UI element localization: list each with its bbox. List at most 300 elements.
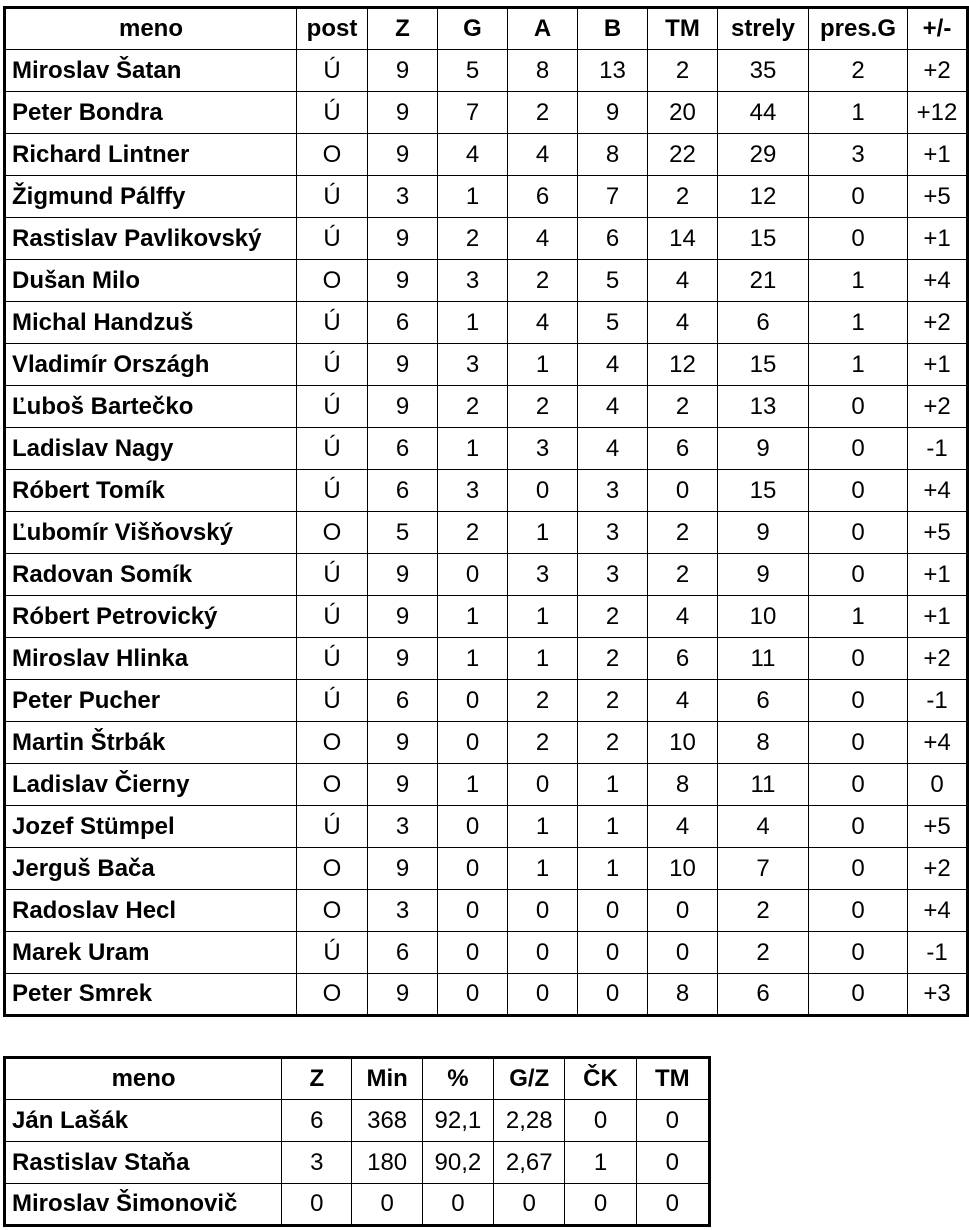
stat-cell: Ú xyxy=(297,386,368,428)
stat-cell: 1 xyxy=(438,302,508,344)
stat-cell: 0 xyxy=(578,932,648,974)
stat-cell: 2 xyxy=(648,386,718,428)
player-name-cell: Ján Lašák xyxy=(5,1100,282,1142)
stat-cell: 0 xyxy=(438,974,508,1016)
player-name-cell: Michal Handzuš xyxy=(5,302,297,344)
stat-cell: 9 xyxy=(368,722,438,764)
table-row xyxy=(5,218,968,260)
stat-cell: 0 xyxy=(809,806,908,848)
stat-cell: 1 xyxy=(809,260,908,302)
stat-cell: 44 xyxy=(718,92,809,134)
stat-cell: 15 xyxy=(718,218,809,260)
stat-cell: 2 xyxy=(438,218,508,260)
stat-cell: 2 xyxy=(578,596,648,638)
stat-cell: 2 xyxy=(578,722,648,764)
stat-cell: O xyxy=(297,890,368,932)
stat-cell: 9 xyxy=(718,512,809,554)
stat-cell: +2 xyxy=(908,50,968,92)
stat-cell: 5 xyxy=(578,260,648,302)
stat-cell: 90,2 xyxy=(422,1142,493,1184)
stat-cell: 1 xyxy=(508,344,578,386)
stat-cell: 9 xyxy=(368,596,438,638)
stat-cell: 4 xyxy=(648,596,718,638)
stat-cell: 2 xyxy=(508,386,578,428)
player-name-cell: Ladislav Čierny xyxy=(5,764,297,806)
stat-cell: 1 xyxy=(508,806,578,848)
stat-cell: +12 xyxy=(908,92,968,134)
table-row xyxy=(5,890,968,932)
stat-cell: 0 xyxy=(508,890,578,932)
stat-cell: 8 xyxy=(508,50,578,92)
stat-cell: Ú xyxy=(297,218,368,260)
header-cell: Z xyxy=(368,8,438,50)
stat-cell: +4 xyxy=(908,890,968,932)
stat-cell: 4 xyxy=(508,134,578,176)
stat-cell: 0 xyxy=(282,1184,352,1226)
table-row xyxy=(5,512,968,554)
header-cell: TM xyxy=(648,8,718,50)
stat-cell: 4 xyxy=(648,260,718,302)
table-row xyxy=(5,848,968,890)
stat-cell: +2 xyxy=(908,848,968,890)
stat-cell: 2 xyxy=(718,932,809,974)
stat-cell: 21 xyxy=(718,260,809,302)
stat-cell: 2,28 xyxy=(494,1100,565,1142)
stat-cell: 0 xyxy=(438,554,508,596)
header-cell: meno xyxy=(5,1058,282,1100)
stat-cell: 1 xyxy=(508,848,578,890)
stat-cell: 0 xyxy=(494,1184,565,1226)
stat-cell: 12 xyxy=(648,344,718,386)
stat-cell: 6 xyxy=(282,1100,352,1142)
stat-cell: Ú xyxy=(297,470,368,512)
stat-cell: O xyxy=(297,722,368,764)
table-row xyxy=(5,92,968,134)
stat-cell: +1 xyxy=(908,134,968,176)
table-row xyxy=(5,302,968,344)
stat-cell: 5 xyxy=(578,302,648,344)
stat-cell: Ú xyxy=(297,932,368,974)
table-row xyxy=(5,932,968,974)
player-name-cell: Miroslav Šatan xyxy=(5,50,297,92)
stat-cell: 2 xyxy=(508,722,578,764)
stat-cell: 8 xyxy=(578,134,648,176)
stat-cell: 6 xyxy=(368,470,438,512)
stat-cell: 6 xyxy=(718,302,809,344)
table-row xyxy=(5,386,968,428)
stat-cell: 2 xyxy=(578,638,648,680)
stat-cell: 4 xyxy=(578,386,648,428)
stat-cell: 0 xyxy=(438,806,508,848)
goalie-stats-table xyxy=(3,1056,711,1227)
stat-cell: 1 xyxy=(508,596,578,638)
table-row xyxy=(5,176,968,218)
player-name-cell: Peter Bondra xyxy=(5,92,297,134)
stat-cell: 0 xyxy=(636,1100,709,1142)
stat-cell: 10 xyxy=(648,848,718,890)
stat-cell: 0 xyxy=(809,932,908,974)
stat-cell: 13 xyxy=(578,50,648,92)
stat-cell: +4 xyxy=(908,722,968,764)
stat-cell: 2 xyxy=(508,92,578,134)
stat-cell: 11 xyxy=(718,764,809,806)
table-row xyxy=(5,638,968,680)
header-cell: post xyxy=(297,8,368,50)
stat-cell: 15 xyxy=(718,344,809,386)
player-name-cell: Peter Smrek xyxy=(5,974,297,1016)
stat-cell: 1 xyxy=(578,764,648,806)
stat-cell: 0 xyxy=(809,512,908,554)
stat-cell: 1 xyxy=(438,428,508,470)
header-cell: A xyxy=(508,8,578,50)
stat-cell: 2 xyxy=(578,680,648,722)
player-name-cell: Róbert Petrovický xyxy=(5,596,297,638)
stat-cell: 9 xyxy=(368,134,438,176)
stat-cell: 9 xyxy=(368,218,438,260)
stat-cell: 20 xyxy=(648,92,718,134)
stat-cell: 7 xyxy=(438,92,508,134)
stat-cell: 14 xyxy=(648,218,718,260)
stat-cell: 9 xyxy=(368,764,438,806)
stat-cell: 1 xyxy=(809,302,908,344)
stat-cell: 92,1 xyxy=(422,1100,493,1142)
stat-cell: 15 xyxy=(718,470,809,512)
skater-rows xyxy=(5,50,968,1016)
stat-cell: 3 xyxy=(578,470,648,512)
stat-cell: 9 xyxy=(578,92,648,134)
stat-cell: O xyxy=(297,260,368,302)
stat-cell: 6 xyxy=(368,302,438,344)
player-name-cell: Rastislav Staňa xyxy=(5,1142,282,1184)
player-name-cell: Richard Lintner xyxy=(5,134,297,176)
player-name-cell: Vladimír Országh xyxy=(5,344,297,386)
stat-cell: 4 xyxy=(648,680,718,722)
stat-cell: 0 xyxy=(422,1184,493,1226)
stat-cell: 35 xyxy=(718,50,809,92)
stat-cell: 0 xyxy=(508,764,578,806)
stat-cell: Ú xyxy=(297,596,368,638)
stat-cell: 0 xyxy=(438,680,508,722)
stat-cell: 1 xyxy=(809,344,908,386)
stat-cell: 0 xyxy=(352,1184,422,1226)
stat-cell: 4 xyxy=(508,218,578,260)
player-name-cell: Ladislav Nagy xyxy=(5,428,297,470)
header-cell: Z xyxy=(282,1058,352,1100)
table-row xyxy=(5,50,968,92)
stat-cell: 0 xyxy=(809,680,908,722)
player-name-cell: Dušan Milo xyxy=(5,260,297,302)
stat-cell: -1 xyxy=(908,932,968,974)
stat-cell: 9 xyxy=(368,848,438,890)
player-name-cell: Radoslav Hecl xyxy=(5,890,297,932)
header-cell: strely xyxy=(718,8,809,50)
stat-cell: -1 xyxy=(908,680,968,722)
stat-cell: 10 xyxy=(648,722,718,764)
stat-cell: +1 xyxy=(908,344,968,386)
stat-cell: 0 xyxy=(565,1184,636,1226)
stat-cell: 11 xyxy=(718,638,809,680)
stat-cell: 8 xyxy=(718,722,809,764)
stat-cell: -1 xyxy=(908,428,968,470)
stat-cell: +4 xyxy=(908,260,968,302)
stat-cell: 4 xyxy=(508,302,578,344)
stat-cell: 6 xyxy=(648,428,718,470)
header-cell: TM xyxy=(636,1058,709,1100)
stat-cell: 3 xyxy=(368,806,438,848)
stat-cell: O xyxy=(297,848,368,890)
stat-cell: 8 xyxy=(648,974,718,1016)
stat-cell: 12 xyxy=(718,176,809,218)
header-cell: Min xyxy=(352,1058,422,1100)
stat-cell: 7 xyxy=(578,176,648,218)
stat-cell: 2 xyxy=(809,50,908,92)
table-row xyxy=(5,596,968,638)
stat-cell: 9 xyxy=(718,554,809,596)
player-name-cell: Miroslav Hlinka xyxy=(5,638,297,680)
table-row xyxy=(5,344,968,386)
stat-cell: 0 xyxy=(809,974,908,1016)
stat-cell: 1 xyxy=(809,596,908,638)
stat-cell: Ú xyxy=(297,176,368,218)
table-row xyxy=(5,554,968,596)
stat-cell: 1 xyxy=(438,176,508,218)
stat-cell: 180 xyxy=(352,1142,422,1184)
stat-cell: 0 xyxy=(438,848,508,890)
stat-cell: 9 xyxy=(368,386,438,428)
stat-cell: 2 xyxy=(508,680,578,722)
player-name-cell: Róbert Tomík xyxy=(5,470,297,512)
stat-cell: 3 xyxy=(438,470,508,512)
stat-cell: 4 xyxy=(578,344,648,386)
stat-cell: 1 xyxy=(508,512,578,554)
stat-cell: 6 xyxy=(718,680,809,722)
stat-cell: 9 xyxy=(368,638,438,680)
stat-cell: Ú xyxy=(297,554,368,596)
player-name-cell: Žigmund Pálffy xyxy=(5,176,297,218)
table-row xyxy=(5,470,968,512)
stat-cell: +2 xyxy=(908,386,968,428)
stat-cell: 0 xyxy=(636,1142,709,1184)
stat-cell: 4 xyxy=(578,428,648,470)
stat-cell: 0 xyxy=(438,722,508,764)
stat-cell: 3 xyxy=(282,1142,352,1184)
stat-cell: 22 xyxy=(648,134,718,176)
stat-cell: 2 xyxy=(718,890,809,932)
stat-cell: +2 xyxy=(908,302,968,344)
stat-cell: 7 xyxy=(718,848,809,890)
stat-cell: 0 xyxy=(809,638,908,680)
stat-cell: 5 xyxy=(438,50,508,92)
player-name-cell: Jerguš Bača xyxy=(5,848,297,890)
stat-cell: 4 xyxy=(718,806,809,848)
stat-cell: 2 xyxy=(648,512,718,554)
header-cell: meno xyxy=(5,8,297,50)
stat-cell: 6 xyxy=(368,428,438,470)
stat-cell: 0 xyxy=(809,848,908,890)
stat-cell: Ú xyxy=(297,344,368,386)
stat-cell: 29 xyxy=(718,134,809,176)
stat-cell: 0 xyxy=(578,974,648,1016)
stat-cell: 4 xyxy=(648,302,718,344)
stat-cell: 0 xyxy=(908,764,968,806)
stat-cell: 3 xyxy=(508,554,578,596)
stat-cell: 0 xyxy=(648,890,718,932)
stat-cell: 6 xyxy=(578,218,648,260)
stat-cell: +5 xyxy=(908,176,968,218)
player-name-cell: Radovan Somík xyxy=(5,554,297,596)
header-cell: G/Z xyxy=(494,1058,565,1100)
header-cell: +/- xyxy=(908,8,968,50)
stat-cell: 0 xyxy=(508,932,578,974)
stat-cell: +1 xyxy=(908,554,968,596)
stat-cell: 2 xyxy=(438,512,508,554)
table-row xyxy=(5,974,968,1016)
stat-cell: 9 xyxy=(368,974,438,1016)
stat-cell: 0 xyxy=(809,386,908,428)
stat-cell: 6 xyxy=(368,680,438,722)
stat-cell: 0 xyxy=(809,470,908,512)
stat-cell: 2,67 xyxy=(494,1142,565,1184)
stat-cell: +5 xyxy=(908,806,968,848)
stat-cell: +2 xyxy=(908,638,968,680)
stat-cell: 0 xyxy=(438,890,508,932)
stat-cell: 3 xyxy=(508,428,578,470)
stat-cell: 9 xyxy=(368,554,438,596)
stat-cell: 9 xyxy=(368,92,438,134)
player-name-cell: Ľubomír Višňovský xyxy=(5,512,297,554)
player-name-cell: Martin Štrbák xyxy=(5,722,297,764)
player-name-cell: Peter Pucher xyxy=(5,680,297,722)
table-row xyxy=(5,1100,710,1142)
stat-cell: 2 xyxy=(438,386,508,428)
player-name-cell: Rastislav Pavlikovský xyxy=(5,218,297,260)
stat-cell: 0 xyxy=(438,932,508,974)
goalie-header-row xyxy=(5,1058,710,1100)
stat-cell: O xyxy=(297,512,368,554)
stat-cell: Ú xyxy=(297,302,368,344)
stat-cell: 4 xyxy=(438,134,508,176)
stat-cell: 3 xyxy=(438,344,508,386)
player-name-cell: Miroslav Šimonovič xyxy=(5,1184,282,1226)
stat-cell: 3 xyxy=(368,176,438,218)
stat-cell: 6 xyxy=(508,176,578,218)
stat-cell: 9 xyxy=(368,344,438,386)
header-cell: B xyxy=(578,8,648,50)
stat-cell: 2 xyxy=(648,50,718,92)
stat-cell: Ú xyxy=(297,50,368,92)
header-cell: G xyxy=(438,8,508,50)
player-name-cell: Jozef Stümpel xyxy=(5,806,297,848)
skater-header-row xyxy=(5,8,968,50)
stat-cell: 13 xyxy=(718,386,809,428)
table-row xyxy=(5,806,968,848)
stat-cell: O xyxy=(297,134,368,176)
table-row xyxy=(5,722,968,764)
stat-cell: Ú xyxy=(297,680,368,722)
player-name-cell: Ľuboš Bartečko xyxy=(5,386,297,428)
header-cell: ČK xyxy=(565,1058,636,1100)
stat-cell: +1 xyxy=(908,596,968,638)
stat-cell: 1 xyxy=(565,1142,636,1184)
stat-cell: Ú xyxy=(297,638,368,680)
table-row xyxy=(5,134,968,176)
stat-cell: 9 xyxy=(718,428,809,470)
stat-cell: 1 xyxy=(438,596,508,638)
stat-cell: 0 xyxy=(565,1100,636,1142)
stat-cell: Ú xyxy=(297,428,368,470)
stat-cell: 2 xyxy=(508,260,578,302)
stat-cell: 0 xyxy=(809,764,908,806)
stat-cell: 0 xyxy=(636,1184,709,1226)
stat-cell: 0 xyxy=(648,932,718,974)
stat-cell: 9 xyxy=(368,260,438,302)
table-row xyxy=(5,764,968,806)
table-row xyxy=(5,428,968,470)
stat-cell: 4 xyxy=(648,806,718,848)
stat-cell: 0 xyxy=(809,554,908,596)
stat-cell: 10 xyxy=(718,596,809,638)
stat-cell: +4 xyxy=(908,470,968,512)
stat-cell: 0 xyxy=(809,218,908,260)
stat-cell: 6 xyxy=(718,974,809,1016)
stat-cell: 6 xyxy=(648,638,718,680)
stat-cell: 0 xyxy=(508,470,578,512)
stat-cell: 0 xyxy=(809,176,908,218)
stat-cell: 0 xyxy=(578,890,648,932)
stat-cell: 1 xyxy=(508,638,578,680)
stat-cell: 3 xyxy=(809,134,908,176)
stat-cell: 3 xyxy=(578,512,648,554)
stat-cell: 2 xyxy=(648,176,718,218)
stat-cell: 3 xyxy=(578,554,648,596)
header-cell: % xyxy=(422,1058,493,1100)
player-name-cell: Marek Uram xyxy=(5,932,297,974)
skater-stats-table xyxy=(3,6,969,1017)
stat-cell: 2 xyxy=(648,554,718,596)
stat-cell: 6 xyxy=(368,932,438,974)
table-row xyxy=(5,1142,710,1184)
stat-cell: 3 xyxy=(438,260,508,302)
stat-cell: 1 xyxy=(578,806,648,848)
goalie-rows xyxy=(5,1100,710,1226)
stat-cell: 0 xyxy=(809,428,908,470)
stat-cell: O xyxy=(297,974,368,1016)
stat-cell: 0 xyxy=(809,890,908,932)
table-row xyxy=(5,260,968,302)
stat-cell: O xyxy=(297,764,368,806)
stat-cell: 1 xyxy=(578,848,648,890)
stat-cell: 0 xyxy=(648,470,718,512)
stat-cell: +1 xyxy=(908,218,968,260)
stat-cell: 9 xyxy=(368,50,438,92)
stat-cell: Ú xyxy=(297,806,368,848)
table-row xyxy=(5,1184,710,1226)
stat-cell: +3 xyxy=(908,974,968,1016)
stat-cell: +5 xyxy=(908,512,968,554)
stat-cell: 0 xyxy=(809,722,908,764)
stat-cell: 0 xyxy=(508,974,578,1016)
table-row xyxy=(5,680,968,722)
stat-cell: 1 xyxy=(438,764,508,806)
stat-cell: 1 xyxy=(438,638,508,680)
stat-cell: 5 xyxy=(368,512,438,554)
stat-cell: 1 xyxy=(809,92,908,134)
stat-cell: 8 xyxy=(648,764,718,806)
stat-cell: 368 xyxy=(352,1100,422,1142)
header-cell: pres.G xyxy=(809,8,908,50)
stat-cell: Ú xyxy=(297,92,368,134)
stat-cell: 3 xyxy=(368,890,438,932)
